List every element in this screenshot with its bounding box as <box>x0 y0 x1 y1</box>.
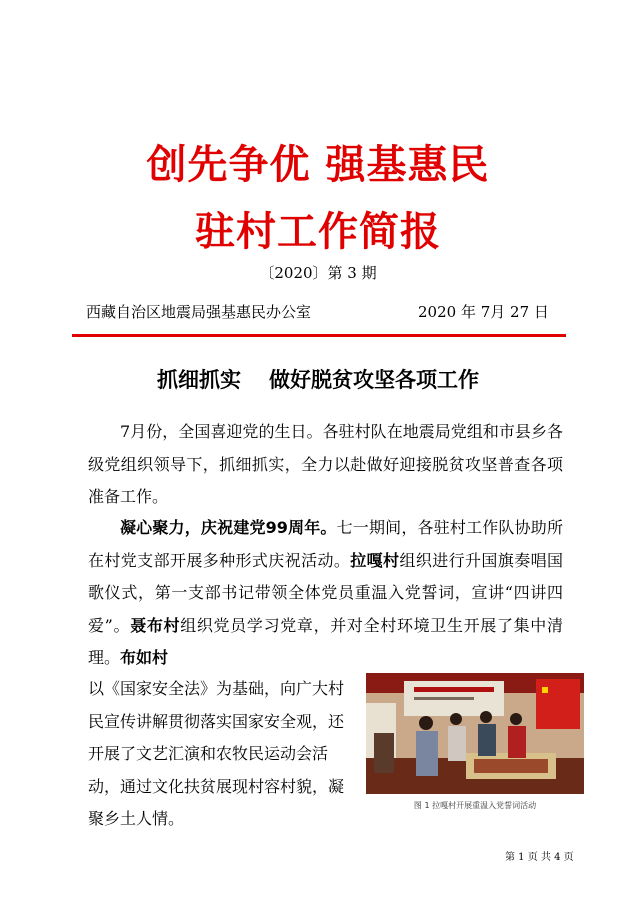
village-name: 拉嘎村 <box>350 550 400 570</box>
paragraph-celebration: 凝心聚力，庆祝建党99周年。七一期间，各驻村工作队协助所在村党支部开展多种形式庆祝活动。拉嘎村组织进行升国旗奏唱国歌仪式，第一支部书记带领全体党员重温入党誓词，宣讲“四讲四爱”。聂布村组织党员学习党章，并对全村环境卫生开展了集中清理。布如村 <box>88 518 563 667</box>
headline-part1: 抓细抓实 <box>157 368 241 392</box>
photo-caption: 图 1 拉嘎村开展重温入党誓词活动 <box>413 801 537 810</box>
paragraph-continuation: 以《国家安全法》为基础，向广大村民宣传讲解贯彻落实国家安全观，还开展了文艺汇演和农牧民运动会活动，通过文化扶贫展现村容村貌，凝聚乡土人情。 <box>88 679 345 828</box>
header-rule <box>72 334 566 337</box>
photo-illustration <box>366 673 584 794</box>
village-name: 布如村 <box>120 648 169 667</box>
activity-photo <box>366 673 584 794</box>
issue-date: 2020 年 7月 27 日 <box>418 303 549 321</box>
page-number: 第 1 页 共 4 页 <box>505 852 574 863</box>
newsletter-title-line1: 创先争优 强基惠民 <box>146 142 490 188</box>
newsletter-title-line2: 驻村工作简报 <box>195 209 441 255</box>
headline-part2: 做好脱贫攻坚各项工作 <box>269 368 479 392</box>
paragraph-lead: 凝心聚力，庆祝建党99周年。 <box>120 518 337 537</box>
paragraph-intro: 7月份，全国喜迎党的生日。各驻村队在地震局党组和市县乡各级党组织领导下，抓细抓实，全力以赴做好迎接脱贫攻坚普查各项准备工作。 <box>88 422 563 506</box>
issuer: 西藏自治区地震局强基惠民办公室 <box>86 303 312 321</box>
article-headline <box>0 364 636 394</box>
issue-number: 〔2020〕第 3 期 <box>259 264 377 282</box>
village-name: 聂布村 <box>130 615 181 635</box>
